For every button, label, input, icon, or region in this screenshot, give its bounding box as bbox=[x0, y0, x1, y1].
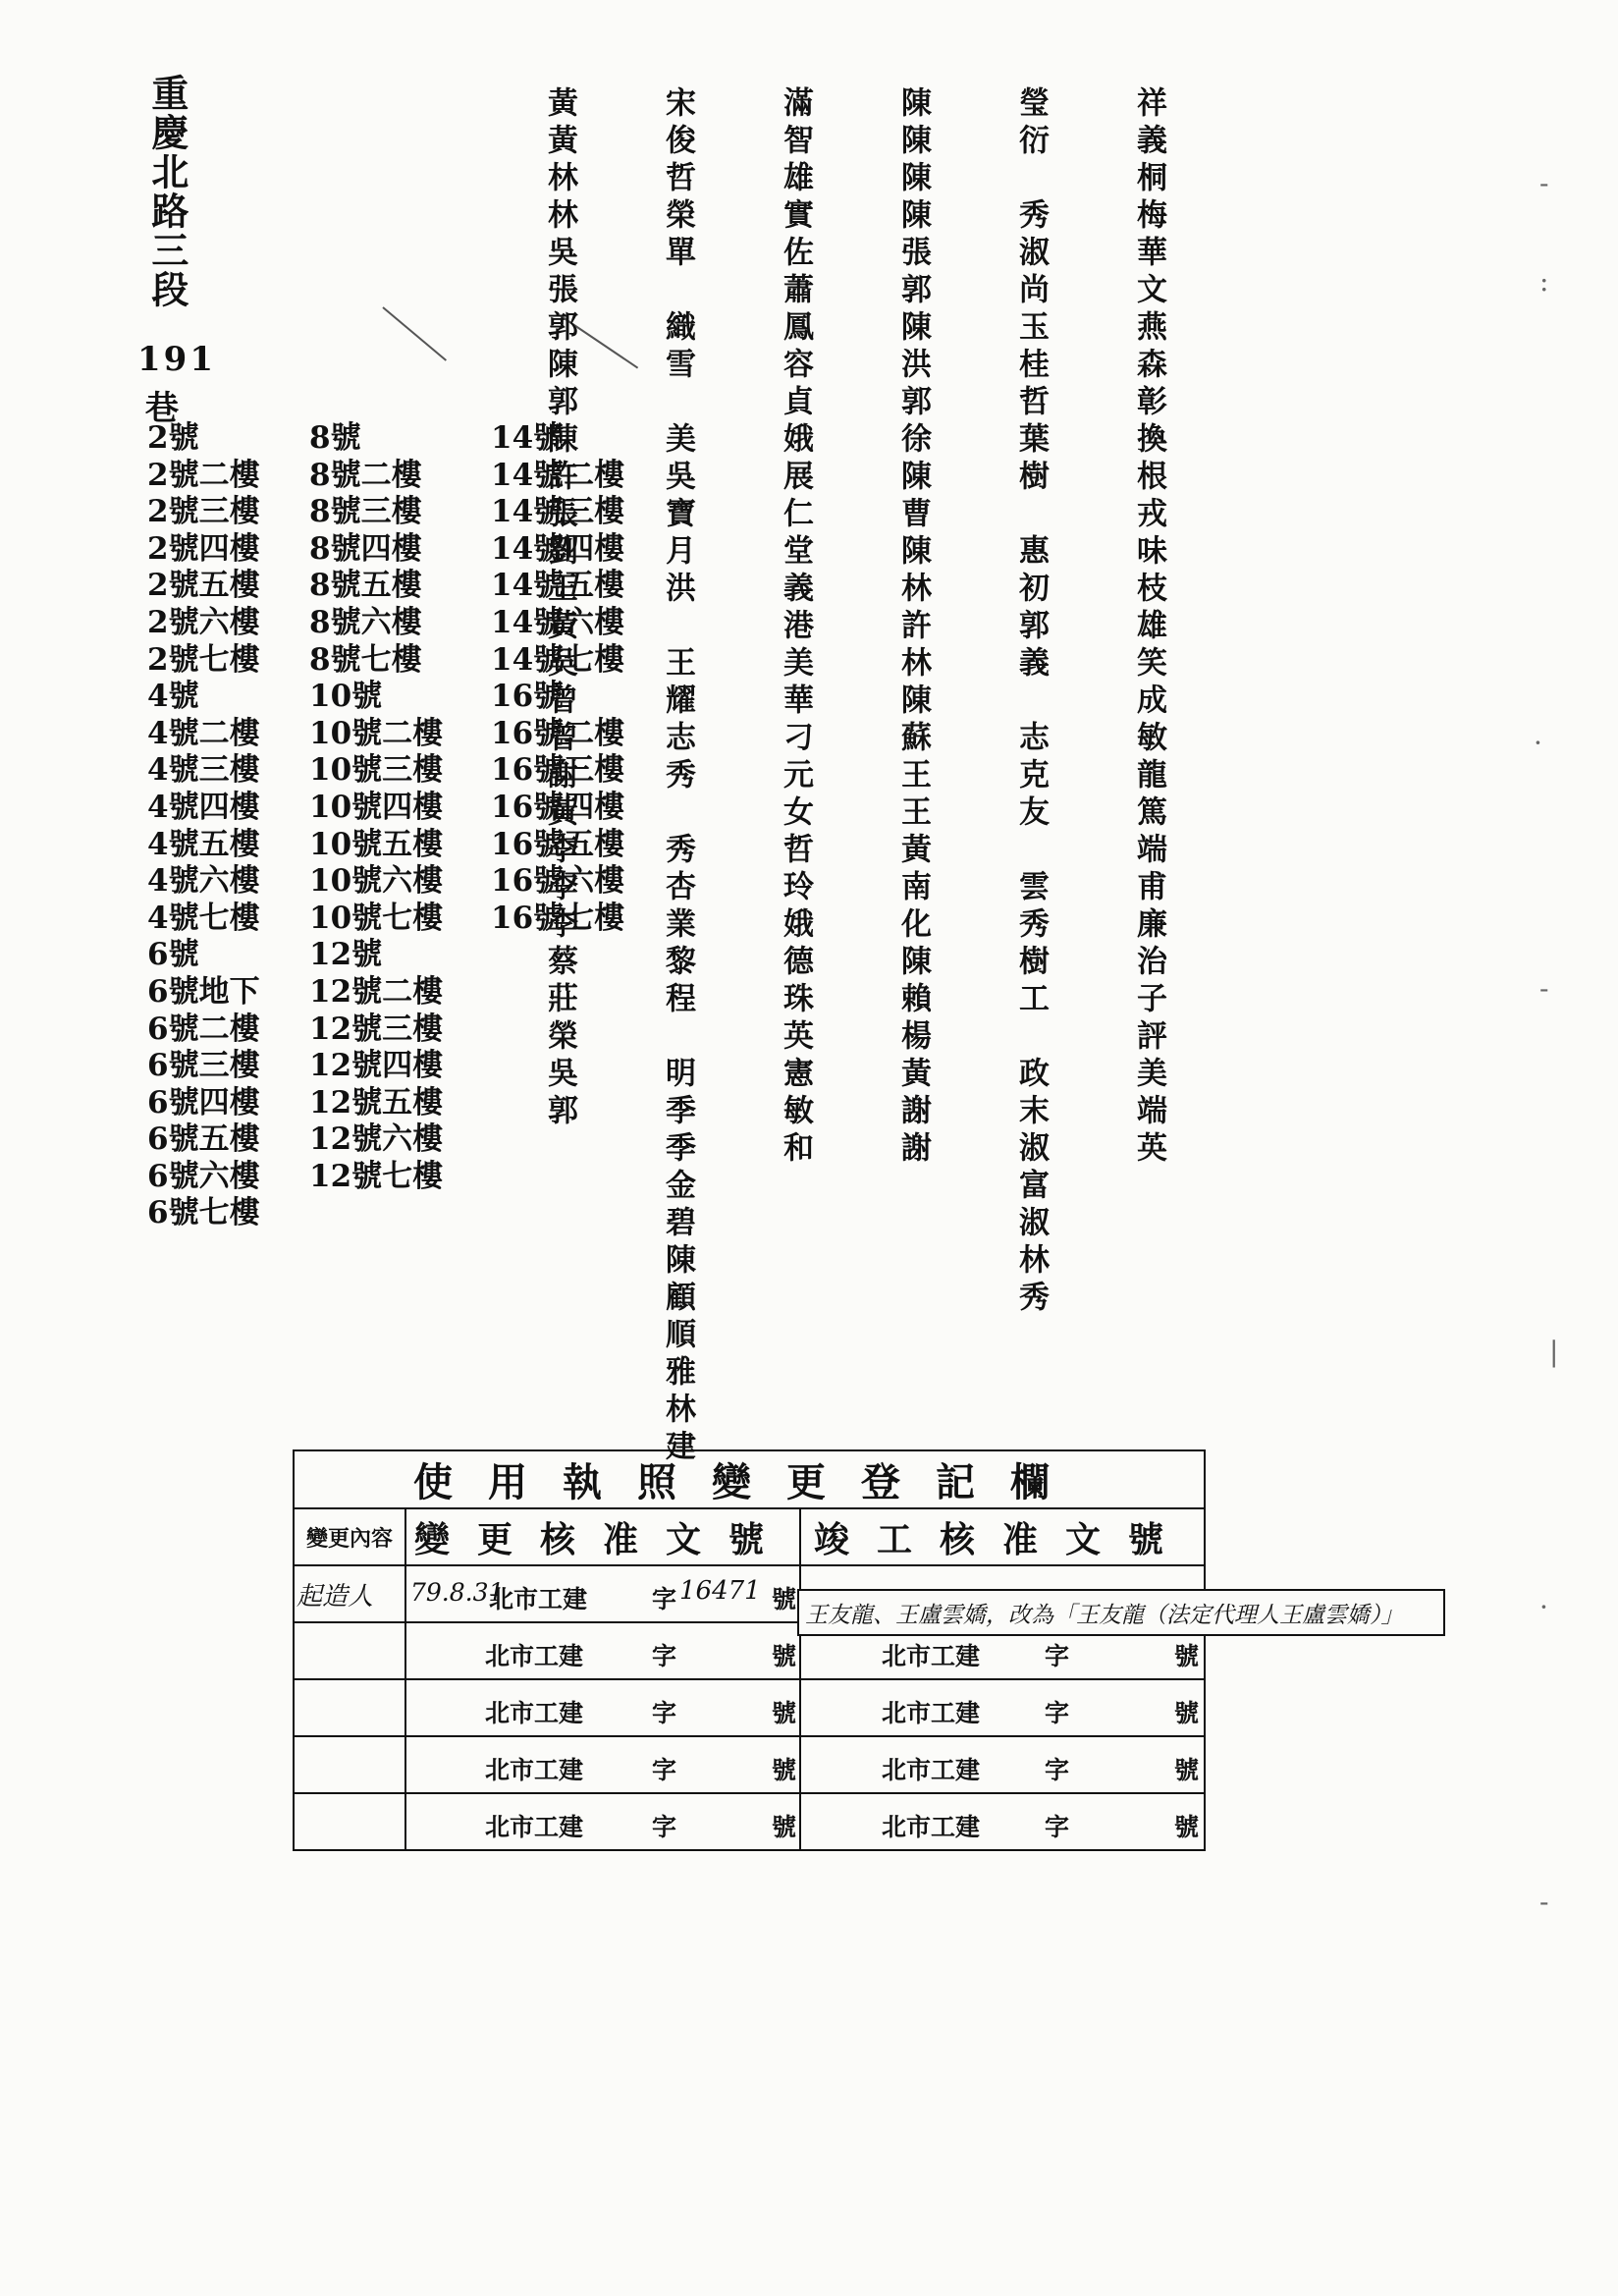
house-number: 2號七樓 bbox=[147, 641, 260, 678]
approval-zi: 字 bbox=[652, 1585, 677, 1613]
house-number: 14號七樓 bbox=[491, 641, 625, 678]
house-number: 14號二樓 bbox=[491, 457, 625, 493]
completion-hao: 號 bbox=[1174, 1642, 1200, 1670]
stray-stroke bbox=[382, 306, 447, 361]
completion-prefix: 北市工建 bbox=[882, 1699, 981, 1727]
approval-prefix: 北市工建 bbox=[485, 1642, 584, 1670]
change-approval-cell bbox=[405, 1736, 800, 1793]
change-approval-cell bbox=[405, 1622, 800, 1679]
completion-zi: 字 bbox=[1045, 1699, 1070, 1727]
header-completion-approval: 竣工核准文號 bbox=[800, 1508, 1205, 1565]
handwritten-date: 79.8.31 bbox=[410, 1578, 505, 1607]
house-number: 6號七樓 bbox=[147, 1195, 260, 1231]
completion-approval-cell bbox=[800, 1736, 1205, 1793]
handwritten-note-box bbox=[797, 1589, 1445, 1636]
house-number: 4號二樓 bbox=[147, 715, 260, 751]
house-number: 8號 bbox=[309, 420, 361, 456]
house-number: 4號三樓 bbox=[147, 752, 260, 789]
house-number: 8號四樓 bbox=[309, 530, 422, 567]
house-number: 14號五樓 bbox=[491, 568, 625, 604]
street-address: 重慶北路三段 bbox=[144, 74, 189, 309]
table-row bbox=[294, 1736, 1205, 1793]
house-number: 14號三樓 bbox=[491, 494, 625, 530]
change-content-cell bbox=[294, 1793, 405, 1850]
handwritten-number: 16471 bbox=[679, 1576, 761, 1606]
approval-zi: 字 bbox=[652, 1756, 677, 1784]
completion-zi: 字 bbox=[1045, 1642, 1070, 1670]
header-change-approval: 變更核准文號 bbox=[405, 1508, 800, 1565]
completion-prefix: 北市工建 bbox=[882, 1813, 981, 1841]
house-number-column-1 bbox=[147, 420, 260, 1232]
approval-hao: 號 bbox=[772, 1585, 797, 1613]
header-change-content: 變更內容 bbox=[294, 1508, 405, 1565]
house-number: 4號五樓 bbox=[147, 826, 260, 862]
scan-mark: - bbox=[1539, 972, 1549, 1005]
house-number: 4號七樓 bbox=[147, 900, 260, 936]
house-number: 6號地下 bbox=[147, 973, 260, 1010]
house-number: 2號六樓 bbox=[147, 604, 260, 640]
house-number: 4號四樓 bbox=[147, 789, 260, 825]
scan-mark: : bbox=[1539, 265, 1549, 298]
house-number: 10號二樓 bbox=[309, 715, 444, 751]
scan-mark: | bbox=[1549, 1336, 1559, 1368]
house-number: 12號六樓 bbox=[309, 1121, 444, 1158]
approval-hao: 號 bbox=[772, 1813, 797, 1841]
house-number: 10號六樓 bbox=[309, 863, 444, 900]
completion-zi: 字 bbox=[1045, 1756, 1070, 1784]
house-number: 16號三樓 bbox=[491, 752, 625, 789]
change-approval-cell bbox=[405, 1793, 800, 1850]
house-number: 12號 bbox=[309, 937, 383, 973]
approval-prefix: 北市工建 bbox=[489, 1585, 588, 1613]
house-number: 16號六樓 bbox=[491, 863, 625, 900]
house-number: 2號三樓 bbox=[147, 494, 260, 530]
approval-prefix: 北市工建 bbox=[485, 1813, 584, 1841]
approval-zi: 字 bbox=[652, 1699, 677, 1727]
house-number: 6號六樓 bbox=[147, 1158, 260, 1194]
completion-hao: 號 bbox=[1174, 1756, 1200, 1784]
name-column: 黃黃林林吳張郭陳郭陳許張劉王黃吳曾曾謝黃李李李蔡莊榮吳郭 bbox=[542, 86, 577, 1131]
handwritten-note: 王友龍、王盧雲嬌，改為「王友龍（法定代理人王盧雲嬌）」 bbox=[805, 1603, 1404, 1628]
house-number: 6號四樓 bbox=[147, 1084, 260, 1121]
house-number: 6號二樓 bbox=[147, 1011, 260, 1047]
change-content-cell bbox=[294, 1736, 405, 1793]
house-number: 16號二樓 bbox=[491, 715, 625, 751]
completion-hao: 號 bbox=[1174, 1699, 1200, 1727]
lane-suffix: 巷 bbox=[145, 389, 179, 428]
handwritten-content: 起造人 bbox=[297, 1582, 374, 1612]
license-change-registration bbox=[293, 1449, 1206, 1851]
approval-zi: 字 bbox=[652, 1813, 677, 1841]
name-column: 宋俊哲榮單 織雪 美吳寶月洪 王耀志秀 秀杏業黎程 明季季金碧陳顧順雅林建 bbox=[660, 86, 695, 1467]
lane-number: 191 bbox=[137, 340, 216, 379]
house-number: 16號 bbox=[491, 679, 565, 715]
house-number: 8號二樓 bbox=[309, 457, 422, 493]
house-number: 10號 bbox=[309, 679, 383, 715]
completion-prefix: 北市工建 bbox=[882, 1642, 981, 1670]
approval-hao: 號 bbox=[772, 1699, 797, 1727]
scan-mark: - bbox=[1539, 167, 1549, 199]
approval-prefix: 北市工建 bbox=[485, 1699, 584, 1727]
house-number: 12號四樓 bbox=[309, 1048, 444, 1084]
house-number: 2號四樓 bbox=[147, 530, 260, 567]
name-column: 滿智雄實佐蕭鳳容貞娥展仁堂義港美華刁元女哲玲娥德珠英憲敏和 bbox=[778, 86, 813, 1169]
completion-zi: 字 bbox=[1045, 1813, 1070, 1841]
house-number: 2號五樓 bbox=[147, 568, 260, 604]
house-number: 6號五樓 bbox=[147, 1121, 260, 1158]
change-content-cell bbox=[294, 1622, 405, 1679]
house-number: 12號七樓 bbox=[309, 1158, 444, 1194]
house-number: 8號七樓 bbox=[309, 641, 422, 678]
completion-approval-cell bbox=[800, 1679, 1205, 1736]
change-approval-cell bbox=[405, 1679, 800, 1736]
approval-zi: 字 bbox=[652, 1642, 677, 1670]
completion-approval-cell bbox=[800, 1793, 1205, 1850]
house-number: 8號三樓 bbox=[309, 494, 422, 530]
house-number: 2號 bbox=[147, 420, 199, 456]
house-number: 16號四樓 bbox=[491, 789, 625, 825]
change-approval-cell bbox=[405, 1565, 800, 1622]
table-title: 使用執照變更登記欄 bbox=[294, 1450, 1205, 1508]
house-number-column-2 bbox=[309, 420, 443, 1195]
approval-prefix: 北市工建 bbox=[485, 1756, 584, 1784]
house-number: 4號六樓 bbox=[147, 863, 260, 900]
approval-hao: 號 bbox=[772, 1756, 797, 1784]
house-number: 12號二樓 bbox=[309, 973, 444, 1010]
name-column: 瑩衍 秀淑尚玉桂哲葉樹 惠初郭義 志克友 雲秀樹工 政末淑富淑林秀 bbox=[1013, 86, 1049, 1318]
table-row bbox=[294, 1793, 1205, 1850]
name-column: 陳陳陳陳張郭陳洪郭徐陳曹陳林許林陳蘇王王黃南化陳賴楊黃謝謝 bbox=[895, 86, 931, 1169]
house-number: 14號六樓 bbox=[491, 604, 625, 640]
change-content-cell bbox=[294, 1565, 405, 1622]
approval-hao: 號 bbox=[772, 1642, 797, 1670]
house-number: 12號三樓 bbox=[309, 1011, 444, 1047]
registration-table bbox=[293, 1449, 1206, 1851]
house-number: 16號七樓 bbox=[491, 900, 625, 936]
house-number: 14號 bbox=[491, 420, 565, 456]
scan-mark: - bbox=[1539, 1886, 1549, 1918]
scan-mark: · bbox=[1534, 727, 1542, 759]
house-number: 10號四樓 bbox=[309, 789, 444, 825]
house-number: 8號六樓 bbox=[309, 604, 422, 640]
house-number: 10號五樓 bbox=[309, 826, 444, 862]
house-number: 6號 bbox=[147, 937, 199, 973]
change-content-cell bbox=[294, 1679, 405, 1736]
house-number: 10號三樓 bbox=[309, 752, 444, 789]
house-number: 2號二樓 bbox=[147, 457, 260, 493]
house-number: 14號四樓 bbox=[491, 530, 625, 567]
house-number: 4號 bbox=[147, 679, 199, 715]
house-number: 12號五樓 bbox=[309, 1084, 444, 1121]
completion-hao: 號 bbox=[1174, 1813, 1200, 1841]
house-number: 16號五樓 bbox=[491, 826, 625, 862]
scan-mark: · bbox=[1539, 1591, 1548, 1623]
table-row bbox=[294, 1679, 1205, 1736]
completion-prefix: 北市工建 bbox=[882, 1756, 981, 1784]
house-number: 6號三樓 bbox=[147, 1048, 260, 1084]
house-number: 10號七樓 bbox=[309, 900, 444, 936]
name-column: 祥義桐梅華文燕森彰換根戎味枝雄笑成敏龍篤端甫廉治子評美端英 bbox=[1131, 86, 1166, 1169]
house-number: 8號五樓 bbox=[309, 568, 422, 604]
